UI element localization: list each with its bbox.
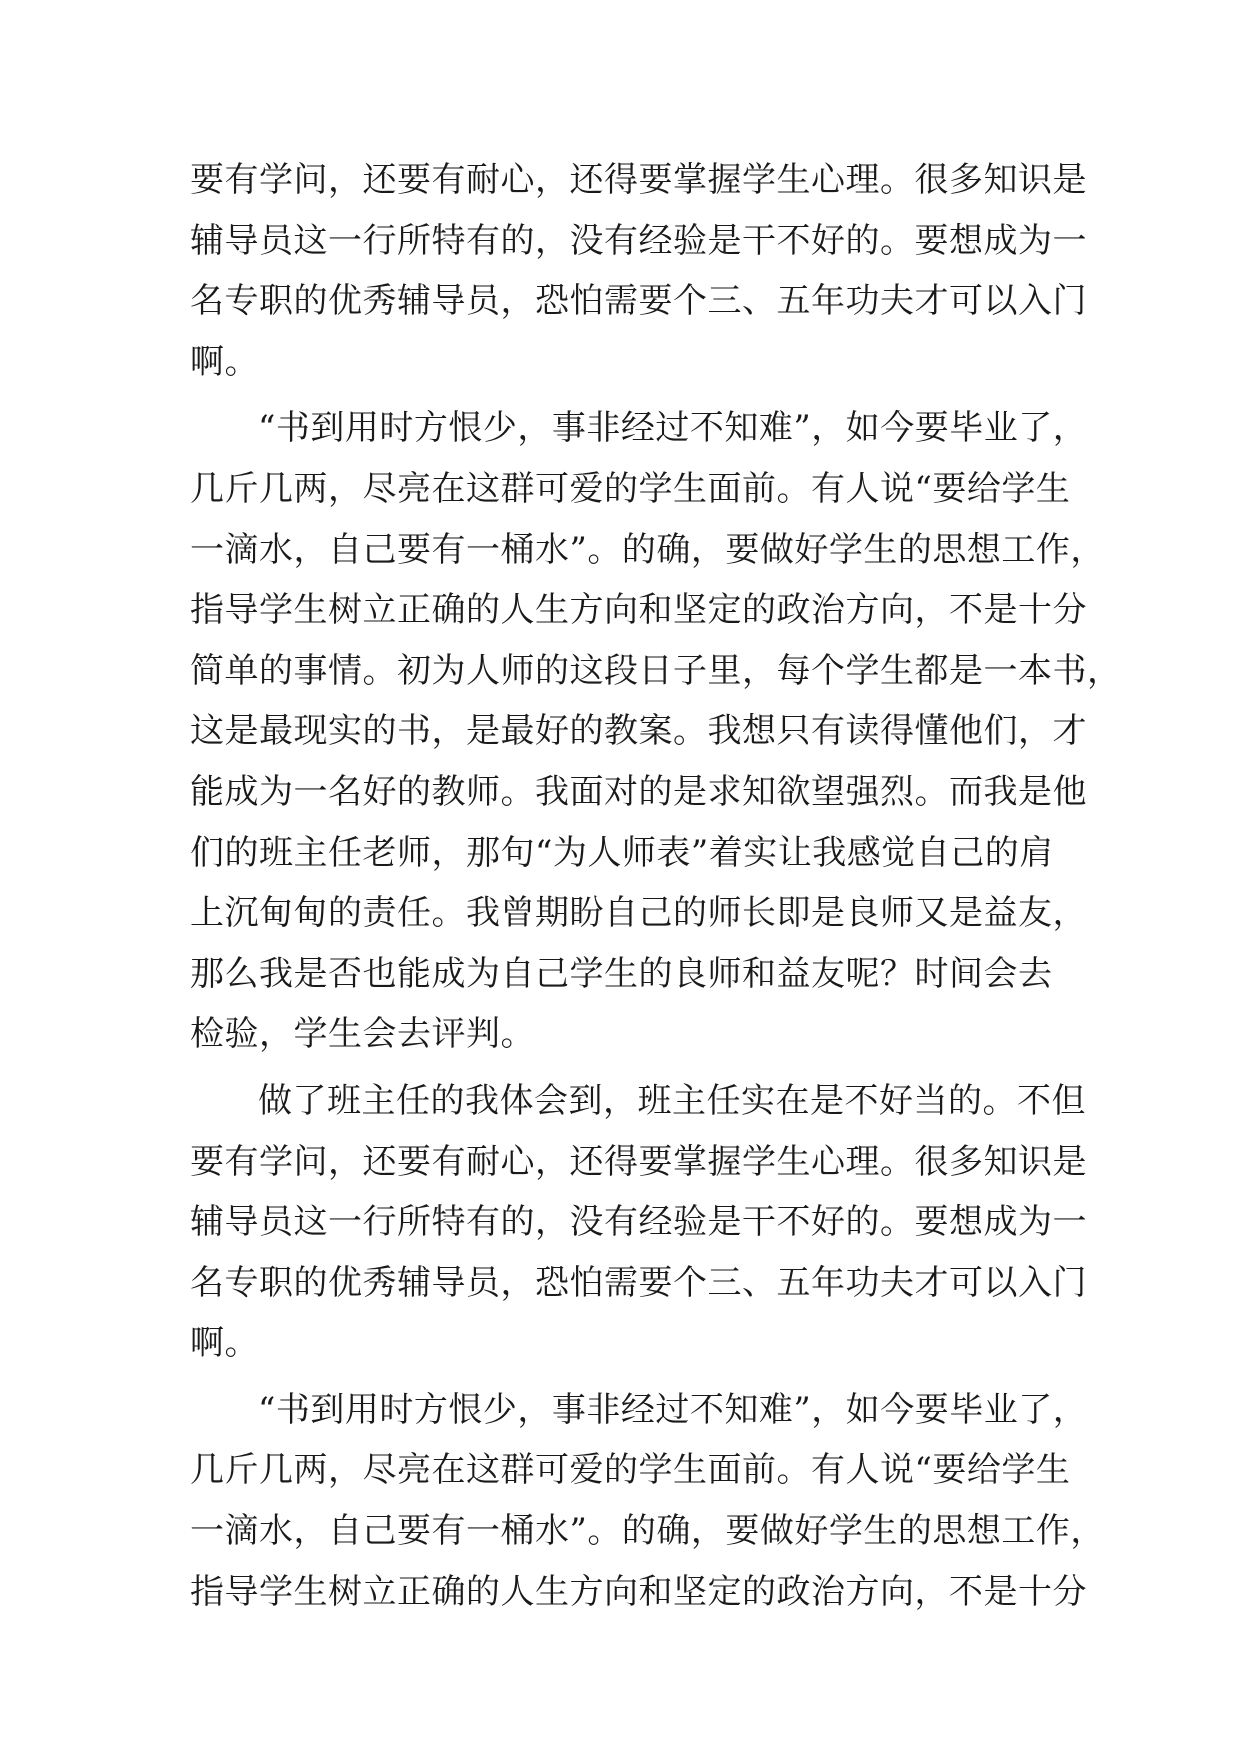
text-line: 指导学生树立正确的人生方向和坚定的政治方向，不是十分 bbox=[190, 590, 1087, 631]
text-line: 简单的事情。初为人师的这段日子里，每个学生都是一本书， bbox=[190, 650, 1122, 691]
paragraph bbox=[190, 398, 1122, 1065]
paragraph bbox=[190, 150, 1087, 392]
text-line: 这是最现实的书，是最好的教案。我想只有读得懂他们，才 bbox=[190, 711, 1087, 752]
text-line: 啊。 bbox=[190, 341, 259, 382]
text-line: 检验，学生会去评判。 bbox=[190, 1014, 535, 1055]
text-line: 要有学问，还要有耐心，还得要掌握学生心理。很多知识是 bbox=[190, 1141, 1087, 1182]
text-line: 指导学生树立正确的人生方向和坚定的政治方向，不是十分 bbox=[190, 1571, 1087, 1612]
text-line: 要有学问，还要有耐心，还得要掌握学生心理。很多知识是 bbox=[190, 160, 1087, 200]
text-line: 一滴水，自己要有一桶水”。的确，要做好学生的思想工作， bbox=[190, 1511, 1105, 1552]
text-line: 几斤几两，尽亮在这群可爱的学生面前。有人说“要给学生 bbox=[190, 1450, 1071, 1491]
document-page bbox=[190, 150, 1122, 1622]
text-line: 们的班主任老师，那句“为人师表”着实让我感觉自己的肩 bbox=[190, 832, 1054, 873]
text-line: 能成为一名好的教师。我面对的是求知欲望强烈。而我是他 bbox=[190, 771, 1087, 812]
text-line: “书到用时方恨少，事非经过不知难”，如今要毕业了， bbox=[258, 1389, 1088, 1430]
text-line: 那么我是否也能成为自己学生的良师和益友呢？时间会去 bbox=[190, 953, 1053, 994]
text-line: 啊。 bbox=[190, 1323, 259, 1364]
text-line: 上沉甸甸的责任。我曾期盼自己的师长即是良师又是益友， bbox=[190, 893, 1087, 934]
text-line: 几斤几两，尽亮在这群可爱的学生面前。有人说“要给学生 bbox=[190, 468, 1071, 509]
text-line: 做了班主任的我体会到，班主任实在是不好当的。不但 bbox=[258, 1080, 1086, 1121]
paragraph bbox=[190, 1071, 1087, 1374]
text-line: “书到用时方恨少，事非经过不知难”，如今要毕业了， bbox=[258, 408, 1088, 449]
text-line: 名专职的优秀辅导员，恐怕需要个三、五年功夫才可以入门 bbox=[190, 281, 1087, 322]
text-line: 名专职的优秀辅导员，恐怕需要个三、五年功夫才可以入门 bbox=[190, 1262, 1087, 1303]
text-line: 一滴水，自己要有一桶水”。的确，要做好学生的思想工作， bbox=[190, 529, 1105, 570]
paragraph bbox=[190, 1380, 1105, 1622]
text-line: 辅导员这一行所特有的，没有经验是干不好的。要想成为一 bbox=[190, 1202, 1087, 1243]
text-line: 辅导员这一行所特有的，没有经验是干不好的。要想成为一 bbox=[190, 220, 1087, 261]
